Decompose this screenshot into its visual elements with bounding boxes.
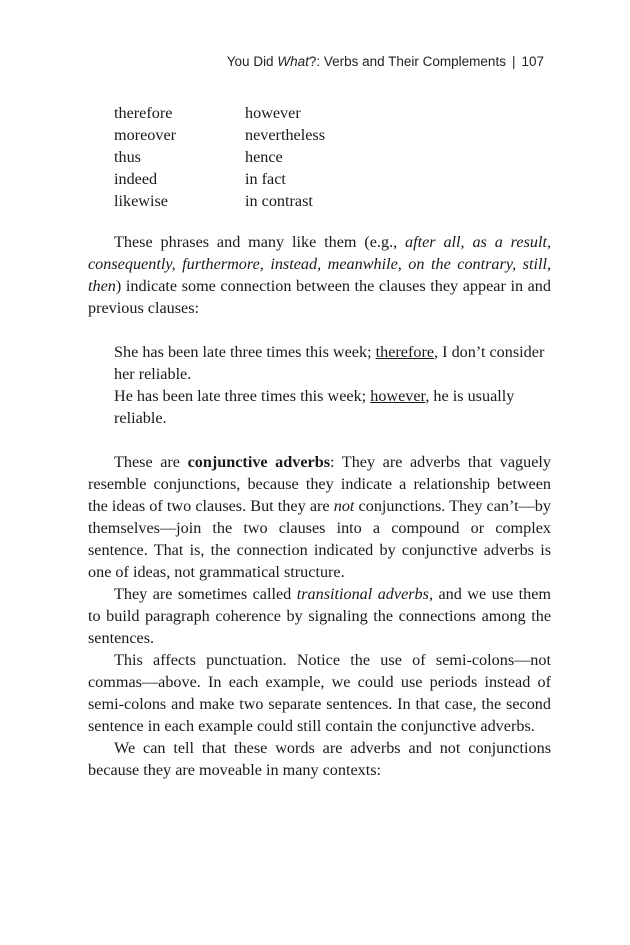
list-row bbox=[114, 124, 325, 146]
list-item: thus bbox=[114, 148, 141, 166]
page-number: 107 bbox=[521, 54, 544, 69]
list-item: in fact bbox=[245, 170, 286, 188]
list-item: hence bbox=[245, 148, 283, 166]
list-row bbox=[114, 190, 325, 212]
conjunctive-adverb-list bbox=[114, 102, 325, 212]
paragraph: They are sometimes called transitional adverbs, and we use them to build paragraph coherence by signaling the connections among the sentences. bbox=[88, 585, 551, 647]
list-item: in contrast bbox=[245, 192, 313, 210]
running-header bbox=[227, 52, 544, 72]
list-row bbox=[114, 102, 325, 124]
list-item: likewise bbox=[114, 192, 168, 210]
header-title: You Did What?: Verbs and Their Complements bbox=[226, 54, 506, 69]
list-item: therefore bbox=[114, 104, 173, 122]
key-term: conjunctive adverbs bbox=[187, 453, 331, 471]
list-row bbox=[114, 168, 325, 190]
list-item: nevertheless bbox=[245, 126, 326, 144]
paragraph: We can tell that these words are adverbs and not conjunctions because they are moveable in many contexts: bbox=[88, 739, 551, 779]
key-term: transitional adverbs bbox=[296, 585, 429, 603]
paragraph: These are conjunctive adverbs: They are adverbs that vaguely resemble conjunctions, because they indicate a relationship between the ideas of two clauses. But they are not conjunctions. They can’t—by themselves—join the two clauses into a compound or complex sentence. That is, the connection indicated by conjunctive adverbs is one of ideas, not grammatical structure. bbox=[88, 453, 551, 581]
header-separator: | bbox=[511, 54, 516, 69]
paragraph: This affects punctuation. Notice the use of semi-colons—not commas—above. In each example, we could use periods instead of semi-colons and make two separate sentences. In that case, the second sentence in each example could still contain the conjunctive adverbs. bbox=[88, 651, 551, 735]
list-item: indeed bbox=[114, 170, 158, 188]
example-sentence: He has been late three times this week; however, he is usually reliable. bbox=[114, 387, 515, 427]
example-sentence: She has been late three times this week; therefore, I don’t consider her reliable. bbox=[114, 343, 545, 383]
list-item: however bbox=[245, 104, 301, 122]
list-row bbox=[114, 146, 325, 168]
example-sentences bbox=[114, 341, 551, 429]
paragraph: These phrases and many like them (e.g., after all, as a result, consequently, furthermore, instead, meanwhile, on the contrary, still, then) indicate some connection between the clauses they appear in and previous clauses: bbox=[88, 233, 551, 317]
page-body bbox=[88, 231, 551, 781]
list-item: moreover bbox=[114, 126, 177, 144]
